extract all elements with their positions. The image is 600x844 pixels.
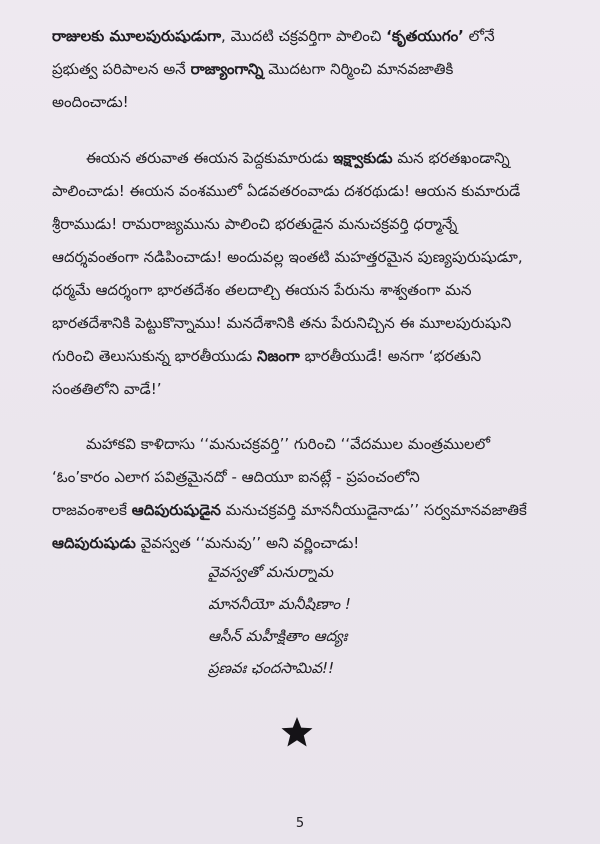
text-line xyxy=(52,20,566,53)
text-run: మనుచక్రవర్తి మాననీయుడైనాడు’’ సర్వమానవజాతికే xyxy=(220,501,527,519)
text-line: భారతదేశానికి పెట్టుకొన్నాము! మనదేశానికి తను పేరునిచ్చిన ఈ మూలపురుషుని xyxy=(52,314,512,332)
text-line: శ్రీరాముడు! రామరాజ్యమును పాలించి భరతుడైన మనుచక్రవర్తి ధర్మాన్నే xyxy=(52,215,458,233)
verse-line: ఆసీన్ మహీక్షితాం ఆద్యః xyxy=(208,627,348,645)
text-run: మొదటగా నిర్మించి మానవజాతికి xyxy=(263,60,454,78)
text-line: సంతతిలోని వాడే!’ xyxy=(52,380,162,398)
text-line: ఆదర్శవంతంగా నడిపించాడు! అందువల్ల ఇంతటి మహత్తరమైన పుణ్యపురుషుడూ, xyxy=(52,248,523,266)
text-line: ధర్మమే ఆదర్శంగా భారతదేశం తలదాల్చి ఈయన పేరును శాశ్వతంగా మన xyxy=(52,281,472,299)
text-run: లోనే xyxy=(463,27,495,45)
paragraph-1 xyxy=(52,20,566,119)
page-number: 5 xyxy=(295,816,305,831)
bold-phrase: ఇక్ష్వాకుడు xyxy=(333,149,393,167)
text-line: ‘ఓం’కారం ఎలాగ పవిత్రమైనదో - ఆదియూ ఐనట్లే - ప్రపంచంలోని xyxy=(52,468,420,486)
text-run: మహాకవి కాళిదాసు ‘‘మనుచక్రవర్తి’’ గురించి ‘‘వేదముల మంత్రములలో xyxy=(86,435,491,453)
sanskrit-verse xyxy=(208,556,508,684)
verse-line: వైవస్వతో మనుర్నామ xyxy=(208,563,333,581)
text-run: వైవస్వత ‘‘మనువు’’ అని వర్ణించాడు! xyxy=(135,534,360,552)
text-line xyxy=(52,494,566,527)
verse-line: ప్రణవః ఛందసామివ!! xyxy=(208,659,335,677)
bold-phrase: ఆదిపురుషుడు xyxy=(52,534,136,552)
paragraph-2 xyxy=(52,142,566,406)
text-run: రాజవంశాలకే xyxy=(52,501,132,519)
text-line: పాలించాడు! ఈయన వంశములో ఏడవతరంవాడు దశరథుడు! ఆయన కుమారుడే xyxy=(52,182,521,200)
text-line xyxy=(52,142,566,175)
text-line: అందించాడు! xyxy=(52,93,129,111)
verse-line: మాననీయో మనీషిణాం ! xyxy=(208,595,351,613)
bold-phrase: నిజంగా xyxy=(256,347,300,365)
star-icon xyxy=(281,716,313,748)
bold-phrase: ఆదిపురుషుడైన xyxy=(131,501,221,519)
text-run: ప్రభుత్వ పరిపాలన అనే xyxy=(52,60,191,78)
bold-phrase: రాజులకు మూలపురుషుడుగా xyxy=(52,27,222,45)
paragraph-3 xyxy=(52,428,566,560)
text-run: మన భరతఖండాన్ని xyxy=(392,149,510,167)
bold-phrase: ‘కృతయుగం’ xyxy=(386,27,464,45)
text-run: ఈయన తరువాత ఈయన పెద్దకుమారుడు xyxy=(86,149,334,167)
text-run: గురించి తెలుసుకున్న భారతీయుడు xyxy=(52,347,257,365)
text-line xyxy=(52,428,566,461)
text-line xyxy=(52,53,566,86)
bold-phrase: రాజ్యాంగాన్ని xyxy=(190,60,264,78)
text-line xyxy=(52,340,566,373)
text-run: భారతీయుడే! అనగా ‘భరతుని xyxy=(299,347,482,365)
text-run: , మొదటి చక్రవర్తిగా పాలించి xyxy=(221,27,387,45)
